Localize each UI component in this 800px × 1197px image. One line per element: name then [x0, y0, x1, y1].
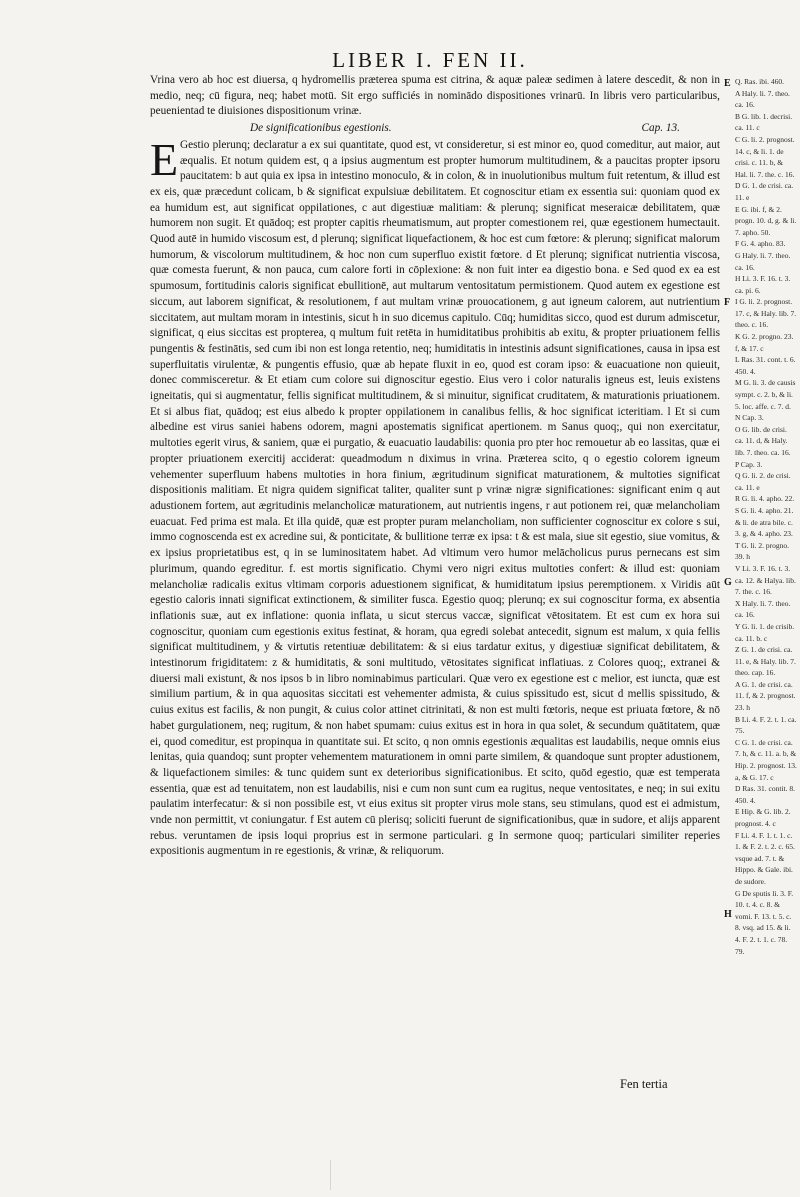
margin-note: M G. li. 3. de causis sympt. c. 2. b, & li. 5. loc. affe. c. 7. d.: [735, 378, 796, 411]
margin-note: G De sputis li. 3. F. 10. t. 4. c. 8. & vomi. F. 13. t. 5. c. 8. vsq. ad 15. & li. 4. F. 2. t. 1. c. 78. 79.: [735, 888, 794, 956]
margin-note: L Ras. 31. cont. t. 6. 450. 4.: [735, 355, 796, 376]
main-paragraph: [150, 133, 720, 860]
margin-note: V Li. 3. F. 16. t. 3. ca. 12. & Halya. lib. 7. the. c. 16.: [735, 563, 796, 597]
margin-note: D G. 1. de crisi. ca. 11. e: [735, 181, 794, 202]
margin-note: H Li. 3. F. 16. t. 3. ca. pi. 6.: [735, 274, 791, 295]
margin-note: K G. 2. progno. 23. f, & 17. c: [735, 332, 794, 353]
margin-note: F G. 4. apho. 83.: [735, 239, 786, 249]
margin-note: A Haly. li. 7. theo. ca. 16.: [735, 88, 790, 110]
margin-note: S G. li. 4. apho. 21. & li. de atra bile. c. 3. g, & 4. apho. 23.: [735, 505, 794, 539]
margin-note: B Li. 4. F. 2. t. 1. ca. 75.: [735, 714, 797, 736]
margin-note: E Hip. & G. lib. 2. prognost. 4. c: [735, 807, 791, 828]
margin-note: I G. li. 2. prognost. 17. c, & Haly. lib. 7. theo. c. 16.: [735, 297, 797, 330]
section-title: De significationibus egestionis.: [250, 122, 392, 135]
gutter-letter: E: [724, 78, 731, 89]
catchword: Fen tertia: [620, 1077, 668, 1091]
margin-note: Z G. 1. de crisi. ca. 11. e, & Haly. lib. 7. theo. cap. 16.: [735, 645, 796, 678]
running-head: LIBER I. FEN II.: [332, 48, 528, 72]
margin-note: E G. ibi. f, & 2. progn. 10. d, g. & li. 7. apho. 50.: [735, 204, 797, 237]
margin-note: R G. li. 4. apho. 22.: [735, 494, 795, 504]
margin-note: N Cap. 3.: [735, 413, 764, 423]
margin-note: P Cap. 3.: [735, 459, 763, 469]
margin-note: Q. Ras. ibi. 460.: [735, 77, 784, 86]
intro-paragraph: Vrina vero ab hoc est diuersa, q hydromellis præterea spuma est citrina, & aquæ paleæ sedimen à latere descedit, & non in medio, neq; cū figura, neq; habet motū. Sit ergo sufficiés in nominādo dispositiones vrinarū. In libris vero particularibus, peuenientad te diuisiones dispositionum vrinæ.: [150, 74, 720, 118]
marginal-notes: [735, 76, 797, 957]
margin-note: X Haly. li. 7. theo. ca. 16.: [735, 598, 791, 620]
section-heading: [150, 121, 720, 137]
main-paragraph-text: Gestio plerunq; declaratur a ex sui quantitate, quod est, vt consideretur, si est minor eo, quod comeditur, aut maior, aut æqualis. Et notum quidem est, q a ipsius augmentum est propter humorum multitudinem, & a paucitas propter ipsoru paucitatem: b aut quia ex ipsa in intestino monoculo, & in colon, & in inuolutionibus multum fuit retentum, & illud est ex eis, quæ præcedunt colicam, b & significat expulsiuæ debilitatem. Et cognoscitur etiam ex essentia sui: quoniam quod ex ea humidum est, aut significat oppilationes, c aut digestiuæ malitiam: & plerunq; significat meseraicæ debilitatem, quæ humorem non sugit. Et quādoq; est propter capitis rheumatismum, aut propter comestionem rei, quæ egestionem humectauit. Quod autē in humido viscosum est, d plerunq; significat liquefactionem, & hoc est cum fœtore: & plerunq; significat malorum humorum, & viscolorum multitudinem, & hoc non cum superfluo existit fœtore. d Et plerunq; significat nutrientia viscosa, quæ comesta fuerunt, & non pauca, cum calore forti in cōplexione: & non fuit inter ea digestio bona. e Sed quod ex ea est spumosum, fortitudinis caloris significat ebullitionē, aut multarum ventositatum permistionem. Quod autem ex egestione est siccum, aut laborem significat, & resolutionem, f aut multam vrinæ prouocationem, g aut igneum calorem, aut nutrientium siccitatem, aut multam moram in intestinis, sicut h in suo dicemus capitulo. Cūq; humiditas sicco, quod est durum admiscetur, significat, q eius siccitas est propterea, q multum fuit retēta in humiditatibus prohibitis ab exitu, & propter priuationem fellis pungentis & festinātis, sed cum ibi non est longa retentio, neq; humiditatis in intestinis adsunt significationes, causa in ipsa est superfluitatis virulentæ, & pungentis effusio, quæ ab hepate fluxit in eo, quod est coram ipso: & euacuatione non quieuit, donec commisceretur. & Et etiam cum colore sui dignoscitur egestio. Eius vero i color naturalis igneus est, leuis existens igneitatis, qui si augmentatur, fellis significat multitudinem, & si minuitur, significat cruditatem, & maturationis priuationem. Et si albus fiat, quādoq; est eius albedo k propter oppilationem in canalibus fellis, & hoc significat icteritiam. l Et si cum albedine est virus saniei habens odorem, magni apostematis significat apertionem. m Sanus quoq;, qui non exercitatur, multoties egerit virus, & saniem, quæ ei purgatio, & euacuatio laudabilis: quonia pro pter hoc remouetur ab eo lassitas, quæ ei propter priuationem exercitij acciderat: queadmodum n diximus in vrina. Præterea scito, q o egestio colorem igneum vehementer superfluum habens multoties in hora finium, ægritudinum significat maturationem, & multoties significat dispositionis malitiam. Et nigra quidem significat taliter, qualiter sunt p vrinæ nigræ significationes: significant enim q aut adustionem fortem, aut ægritudinis melancholicæ maturationem, aut nutrientis ingens, r aut potionem rei, quæ melancholiam euacuat. Fed prima est mala. Et illa quidē, quæ est propter puram melancholiam, non sufficienter cognoscitur ex colore s sui, immo cognoscenda est ex acredine sui, & ponticitate, & bullitione terræ ex ipsa: t & est mala, siue sit egestio, siue vomitus, & ex ipsius proprietatibus est, q in se luminositatem habet. Ad vltimum vero humor melācholicus purus pernecans est sim plurimum, quando egreditur. f. est mortis significatio. Chymi vero nigri exitus multoties confert: & illud est: quoniam melancholiæ radicalis exitus vltimam corporis aduestionem significat, & humiditatum ipsius peremptionem. x Viridis aūt egestio caloris innati significat extinctionem, & similiter fusca. Egestio quoq; plerunq; ex sui cognoscitur forma, ex absentia inflationis suæ, aut ex inflatione: quonia inflata, u sicut stercus vaccæ, significat vētositatem. Et est cum ex hora sui cognoscitur, quoniam cum egestionis exitus festinat, & horam, qua egredi solebat antecedit, signum est malum, x quia fellis significat multitudinem, y & virtutis retentiuæ debilitatem: & si eius tardatur exitus, y digestiuæ significat debilitatem, & intestinorum frigiditatem: z & humiditatis, & soni multitudo, vētositates significat inflatiuas. z Colores quoq;, extranei & diuersi mali existunt, & nos ipsos b in libro nominabimus particulari. Quæ vero ex egestione est c melior, est iuncta, quæ est similium partium, & in qua aquositas siccitati est vehementer admista, & cuius spissitudo est, sicut d mellis spissitudo, & cuius exitus est facilis, & non pungit, & cuius color attinet citrinitati, & non est multi fœtoris, neque est priuata fœtore, & nō habet gurgulationem, neq; rugitum, & non habet spumam: cuius exitus est in hora in qua solet, & secundum quātitatem, quæ ei, quod comeditur, est propinqua in quantitate sui. Et scito, q non omnis egestionis æqualitas est laudabilis, neque omnis eius lenitas, quia quandoq; sunt propter vehementem maturationem in omni parte similem, & quandoque sunt propter adustionem, & liquefactionem similes: & tunc quidem sunt ex deterioribus significationibus. Et scito, quōd egestio, quæ est temperata essentia, quæ est ad tenuitatem, non est laudabilis, nisi e cum non sunt cum ea rugitus, neque ventositates, e neq; in sui exitu paulatim interfecatur: & si non possibile est, vt eius exitus sit propter virus mole stans, seu stimulans, quod est ei admistum, vnde non permittit, vt coniungatur. f Est autem cū plerisq; soliciti fuerunt de significationibus, quæ in sudore, et alijs apparent rebus. veruntamen de ipsis loqui proprius est in sermone particulari. g In sermone quoq; particulari similiter reperies expositionis augmentum in re egestionis, & vrinæ, & reliquorum.: [150, 138, 720, 858]
margin-note: D Ras. 31. contit. 8. 450. 4.: [735, 784, 795, 805]
gutter-letter: H: [724, 909, 732, 920]
gutter-line: [330, 1160, 331, 1190]
margin-note: C G. li. 2. prognost. 14. c, & li. 1. de crisi. c. 11. b, & Hal. li. 7. the. c. 16.: [735, 134, 795, 179]
gutter-letter: F: [724, 297, 731, 308]
section-chapter: Cap. 13.: [641, 122, 680, 135]
main-text-column: [150, 73, 720, 860]
gutter-letter: G: [724, 577, 732, 588]
margin-note: Y G. li. 1. de crisib. ca. 11. b. c: [735, 621, 795, 643]
margin-note: B G. lib. 1. decrisi. ca. 11. c: [735, 111, 793, 133]
margin-note: G Haly. li. 7. theo. ca. 16.: [735, 250, 791, 272]
margin-note: O G. lib. de crisi. ca. 11. d, & Haly. lib. 7. theo. ca. 16.: [735, 424, 791, 457]
margin-note: A G. 1. de crisi. ca. 11. f, & 2. prognost. 23. h: [735, 679, 796, 713]
margin-note: Q G. li. 2. de crisi. ca. 11. e: [735, 471, 791, 492]
margin-note: T G. li. 2. progno. 39. h: [735, 540, 790, 562]
margin-note: F Li. 4. F. 1. t. 1. c. 1. & F. 2. t. 2. c. 65. vsque ad. 7. t. & Hippo. & Gale. ibi. de sudore.: [735, 830, 795, 886]
margin-note: C G. 1. de crisi. ca. 7. h, & c. 11. a. b, & Hip. 2. prognost. 13. a, & G. 17. c: [735, 737, 797, 782]
drop-cap-initial: E: [150, 133, 179, 185]
